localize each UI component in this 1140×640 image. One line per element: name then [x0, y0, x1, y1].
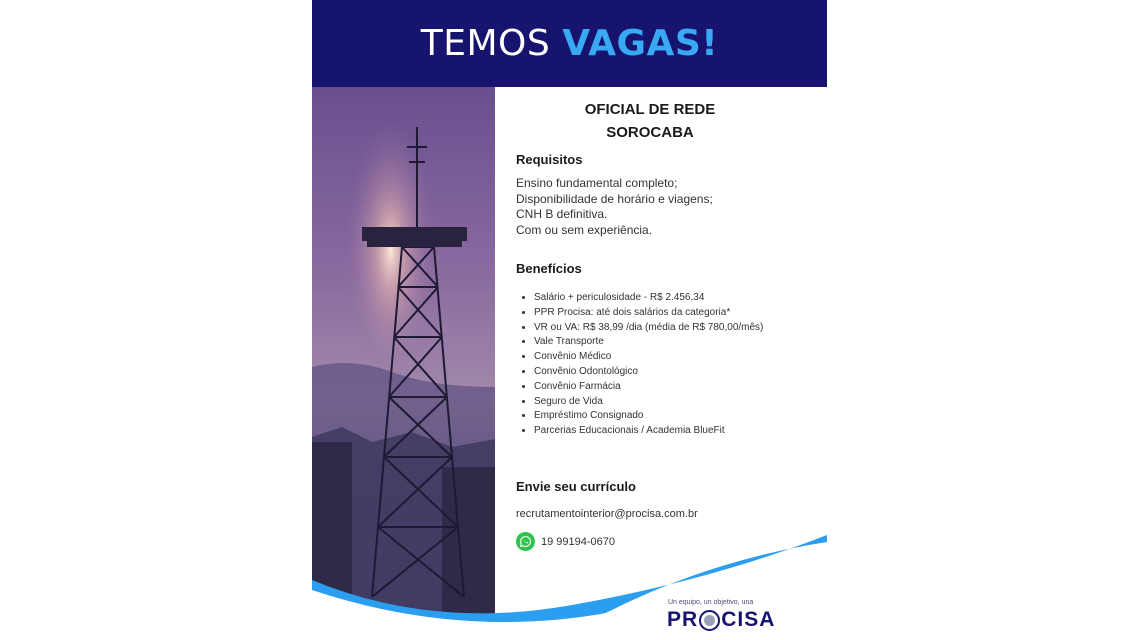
benefit-item: • Vale Transporte — [534, 335, 804, 350]
job-title-role: OFICIAL DE REDE — [584, 101, 716, 118]
job-title-city: SOROCABA — [606, 124, 694, 141]
header-title-part1: TEMOS — [420, 23, 563, 64]
requirement-item: Ensino fundamental completo; — [516, 176, 678, 190]
benefit-item: • VR ou VA: R$ 38,99 /dia (média de R$ 780,00/mês) — [534, 321, 804, 336]
logo-text-left: PR — [667, 608, 699, 631]
benefit-item: • Empréstimo Consignado — [534, 409, 804, 424]
contact-email[interactable]: recrutamentointerior@procisa.com.br — [516, 508, 698, 520]
benefit-item: • Parcerias Educacionais / Academia BlueFit — [534, 424, 804, 439]
requirement-item: Disponibilidade de horário e viagens; — [516, 191, 713, 206]
brand-tagline: Un equipo, un objetivo, una — [668, 599, 754, 606]
header-banner — [312, 0, 827, 87]
contact-heading: Envie seu currículo — [516, 479, 636, 494]
requirements-list — [516, 176, 713, 238]
benefits-list — [518, 291, 804, 439]
requirements-heading: Requisitos — [516, 152, 583, 167]
header-title-highlight: VAGAS! — [562, 23, 719, 64]
benefit-item: • Convênio Odontológico — [534, 365, 804, 380]
requirement-item: Com ou sem experiência. — [516, 222, 653, 237]
job-title — [495, 98, 805, 144]
benefit-item: • Seguro de Vida — [534, 395, 804, 410]
job-flyer — [312, 0, 827, 640]
header-title — [421, 23, 718, 64]
benefit-item: • Convênio Médico — [534, 350, 804, 365]
benefit-item: • PPR Procisa: até dois salários da categoria* — [534, 306, 804, 321]
benefit-item: • Salário + periculosidade - R$ 2.456,34 — [534, 291, 804, 306]
contact-phone: 19 99194-0670 — [541, 535, 616, 548]
requirement-item: CNH B definitiva. — [516, 207, 608, 221]
logo-globe-icon — [699, 610, 720, 631]
logo-text-right: CISA — [721, 608, 776, 631]
procisa-logo — [667, 608, 775, 632]
benefits-heading: Benefícios — [516, 261, 582, 276]
benefit-item: • Convênio Farmácia — [534, 380, 804, 395]
